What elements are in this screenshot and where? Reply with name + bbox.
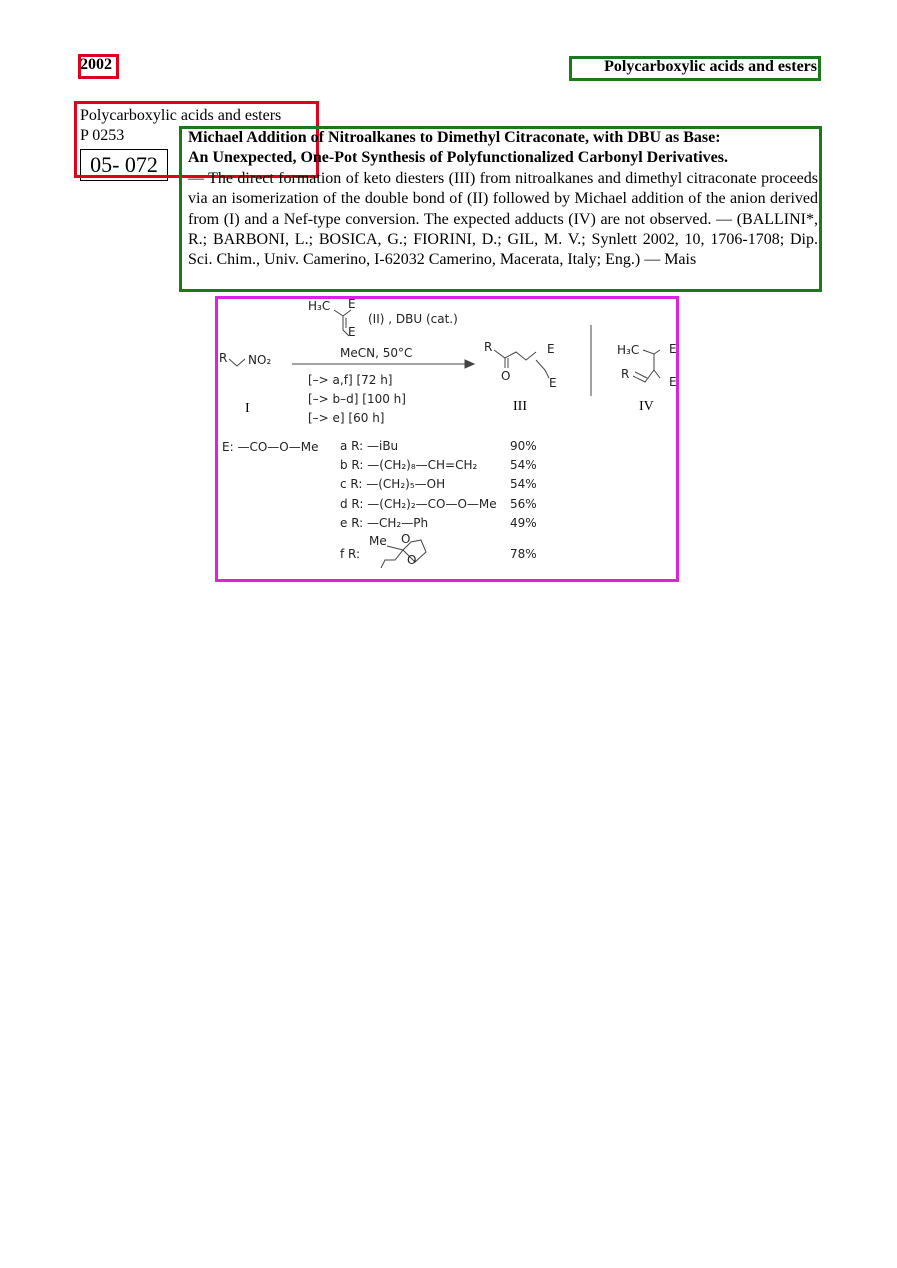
time-2: [–> b–d] [100 h] <box>308 392 406 406</box>
product-iii-e-bottom: E <box>549 376 557 390</box>
conditions: MeCN, 50°C <box>340 346 413 360</box>
substituent-f: f R: <box>340 547 361 561</box>
adduct-iv-e-bottom: E <box>669 375 677 389</box>
product-iii-r: R <box>484 340 493 354</box>
reagent-e-top: E <box>348 297 356 311</box>
reagent-label: (II) , DBU (cat.) <box>368 312 458 326</box>
adduct-iv-h3c: H₃C <box>617 343 640 357</box>
substituent-b: b R: —(CH₂)₈—CH=CH₂ <box>340 458 478 472</box>
yield-c: 54% <box>510 477 537 491</box>
time-3: [–> e] [60 h] <box>308 411 385 425</box>
article-title-line1: Michael Addition of Nitroalkanes to Dimethyl Citraconate, with DBU as Base: <box>188 129 721 146</box>
yield-f: 78% <box>510 547 537 561</box>
reagent-e-bottom: E <box>348 325 356 339</box>
substituent-a: a R: —iBu <box>340 439 399 453</box>
article-title-line2: An Unexpected, One-Pot Synthesis of Polyfunctionalized Carbonyl Derivatives. <box>188 149 728 167</box>
adduct-iv-r: R <box>621 367 630 381</box>
annotation-box-year <box>78 54 119 79</box>
adduct-iv-e-top: E <box>669 342 677 356</box>
adduct-iv-label: IV <box>639 399 654 414</box>
substituent-c: c R: —(CH₂)₅—OH <box>340 477 446 491</box>
reagent-h3c: H₃C <box>308 299 331 313</box>
annotation-box-article <box>179 126 822 292</box>
product-iii-o: O <box>501 369 511 383</box>
yield-b: 54% <box>510 458 537 472</box>
compound-i-label: I <box>245 401 250 416</box>
entry-abstract-number: 05- 072 <box>80 149 168 181</box>
entry-p-number: P 0253 <box>80 127 125 144</box>
e-definition: E: —CO—O—Me <box>222 440 319 454</box>
product-iii-label: III <box>513 399 527 414</box>
reaction-scheme <box>215 296 679 582</box>
dioxolane-o-top: O <box>401 532 411 546</box>
product-iii-e-top: E <box>547 342 555 356</box>
annotation-box-header <box>569 56 821 81</box>
dioxolane-me: Me <box>369 534 387 548</box>
substituent-d: d R: —(CH₂)₂—CO—O—Me <box>340 497 497 511</box>
entry-category: Polycarboxylic acids and esters <box>80 107 282 124</box>
compound-i-r: R <box>219 351 228 365</box>
substituent-e: e R: —CH₂—Ph <box>340 516 429 530</box>
time-1: [–> a,f] [72 h] <box>308 373 393 387</box>
yield-a: 90% <box>510 439 537 453</box>
page-header-category: Polycarboxylic acids and esters <box>604 58 817 75</box>
article-body: — The direct formation of keto diesters (III) from nitroalkanes and dimethyl citraconate proceeds via an isomerization of the double bond of (II) followed by Michael addition of the anion derived from (I) and a Nef-type conversion. The expected adducts (IV) are not observed. — (BALLINI*, R.; BARBONI, L.; BOSICA, G.; FIORINI, D.; GIL, M. V.; Synlett 2002, 10, 1706-1708; Dip. Sci. Chim., Univ. Camerino, I-62032 Camerino, Macerata, Italy; Eng.) — Mais <box>188 169 818 269</box>
yield-e: 49% <box>510 516 537 530</box>
compound-i-no2: NO₂ <box>248 353 272 367</box>
dioxolane-o-bottom: O <box>407 553 417 567</box>
yield-d: 56% <box>510 497 537 511</box>
page-year: 2002 <box>80 56 112 73</box>
